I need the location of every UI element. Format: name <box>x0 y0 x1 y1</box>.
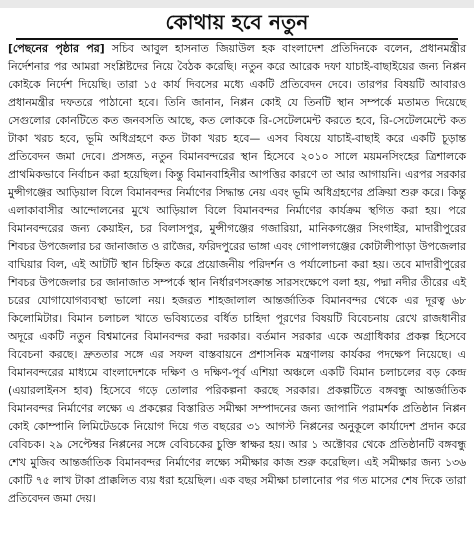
continuation-marker: [পেছনের পৃষ্ঠার পর] <box>8 42 105 55</box>
article-body <box>8 40 466 550</box>
article-text: সচিব আবুল হাসনাত জিয়াউল হক বাংলাদেশ প্রতিদিনকে বলেন, প্রধানমন্ত্রীর নির্দেশনার পর আমরা সংশ্লিষ্টদের নিয়ে বৈঠক করেছি। নতুন করে আরেক দফা যাচাই-বাছাইয়ের জন্য নিপ্পন কোইকে নির্দেশ দিয়েছি। তারা ১৫ কার্য দিবসের মধ্যে একটি প্রতিবেদন দেবে। তারপর বিষয়টি আবারও প্রধানমন্ত্রীর দফতরে পাঠানো হবে। তিনি জানান, নিপ্পন কোই যে তিনটি স্থান সম্পর্কে মতামত দিয়েছে সেগুলোর কোনটিতে কত জনবসতি আছে, কত লোককে রি-সেটেলমেন্ট করতে হবে, রি-সেটেলমেন্টে কত টাকা খরচ হবে, ভূমি অধিগ্রহণে কত টাকা খরচ হবে— এসব বিষয়ে যাচাই-বাছাই করে একটি চূড়ান্ত প্রতিবেদন জমা দেবে। প্রসঙ্গত, নতুন বিমানবন্দরের স্থান হিসেবে ২০১০ সালে ময়মনসিংহের ত্রিশালকে প্রাথমিকভাবে নির্বাচন করা হয়েছিল। কিন্তু বিমানবাহিনীর আপত্তির কারণে তা আর আগায়নি। এরপর সরকার মুন্সীগঞ্জের আড়িয়াল বিলে বিমানবন্দর নির্মাণের সিদ্ধান্ত নেয় এবং ভূমি অধিগ্রহণের প্রক্রিয়া শুরু করে। কিন্তু এলাকাবাসীর আন্দোলনের মুখে আড়িয়াল বিলে বিমানবন্দর নির্মাণের কার্যক্রম স্থগিত করা হয়। পরে বিমানবন্দরের জন্য কেয়াইন, চর বিলাসপুর, মুন্সীগঞ্জের গজারিয়া, মানিকগঞ্জের সিংগাইর, মাদারীপুরের শিবচর উপজেলার চর জানাজাত ও রাজৈর, ফরিদপুরের ভাঙ্গা এবং গোপালগঞ্জের কোটালীপাড়া উপজেলার বাঘিয়ার বিল, এই আটটি স্থান চিহ্নিত করে প্রয়োজনীয় পরিদর্শন ও পর্যালোচনা করা হয়। তবে মাদারীপুরের শিবচর উপজেলার চর জানাজাত সম্পর্কে স্থান নির্ধারণসংক্রান্ত সারসংক্ষেপে বলা হয়, পদ্মা নদীর তীরের এই চরের যোগাযোগব্যবস্থা ভালো নয়। হজরত শাহজালাল আন্তর্জাতিক বিমানবন্দর থেকে এর দূরত্ব ৬৮ কিলোমিটার। বিমান চলাচল খাতে ভবিষ্যতের বর্ধিত চাহিদা পূরণের বিষয়টি বিবেচনায় রেখে রাজধানীর অদূরে একটি নতুন বিশ্বমানের বিমানবন্দর করা দরকার। বর্তমান সরকার একে অগ্রাধিকার প্রকল্প হিসেবে বিবেচনা করছে। দ্রুততার সঙ্গে এর সফল বাস্তবায়নে প্রশাসনিক মন্ত্রণালয় কার্যকর পদক্ষেপ নিয়েছে। এ বিমানবন্দরের মাধ্যমে বাংলাদেশকে দক্ষিণ ও দক্ষিণ-পূর্ব এশিয়া অঞ্চলে একটি বিমান চলাচলের বড় কেন্দ্র (এয়ারলাইনস হাব) হিসেবে গড়ে তোলার পরিকল্পনা করছে সরকার। প্রকল্পটিতে বঙ্গবন্ধু আন্তর্জাতিক বিমানবন্দর নির্মাণের লক্ষ্যে এ প্রকল্পের বিস্তারিত সমীক্ষা সম্পাদনের জন্য জাপানি পরামর্শক প্রতিষ্ঠান নিপ্পন কোই কোম্পানি লিমিটেডকে নিয়োগ দিয়ে গত বছরের ৩১ আগস্ট নিপ্পনের অনুকূলে কার্যাদেশ প্রদান করে বেবিচক। ২৯ সেপ্টেম্বর নিপ্পনের সঙ্গে বেবিচকের চুক্তি স্বাক্ষর হয়। আর ১ অক্টোবর থেকে প্রতিষ্ঠানটি বঙ্গবন্ধু শেখ মুজিব আন্তর্জাতিক বিমানবন্দর নির্মাণের লক্ষ্যে সমীক্ষার কাজ শুরু করেছিল। এই সমীক্ষার জন্য ১৩৬ কোটি ৭৫ লাখ টাকা প্রাক্কলিত ব্যয় ধরা হয়েছিল। এক বছর সমীক্ষা চালানোর পর গত মাসের শেষ দিকে তারা প্রতিবেদন জমা দেয়। <box>8 42 467 505</box>
page-top-strip <box>0 0 474 8</box>
article-headline: কোথায় হবে নতুন <box>165 10 309 34</box>
